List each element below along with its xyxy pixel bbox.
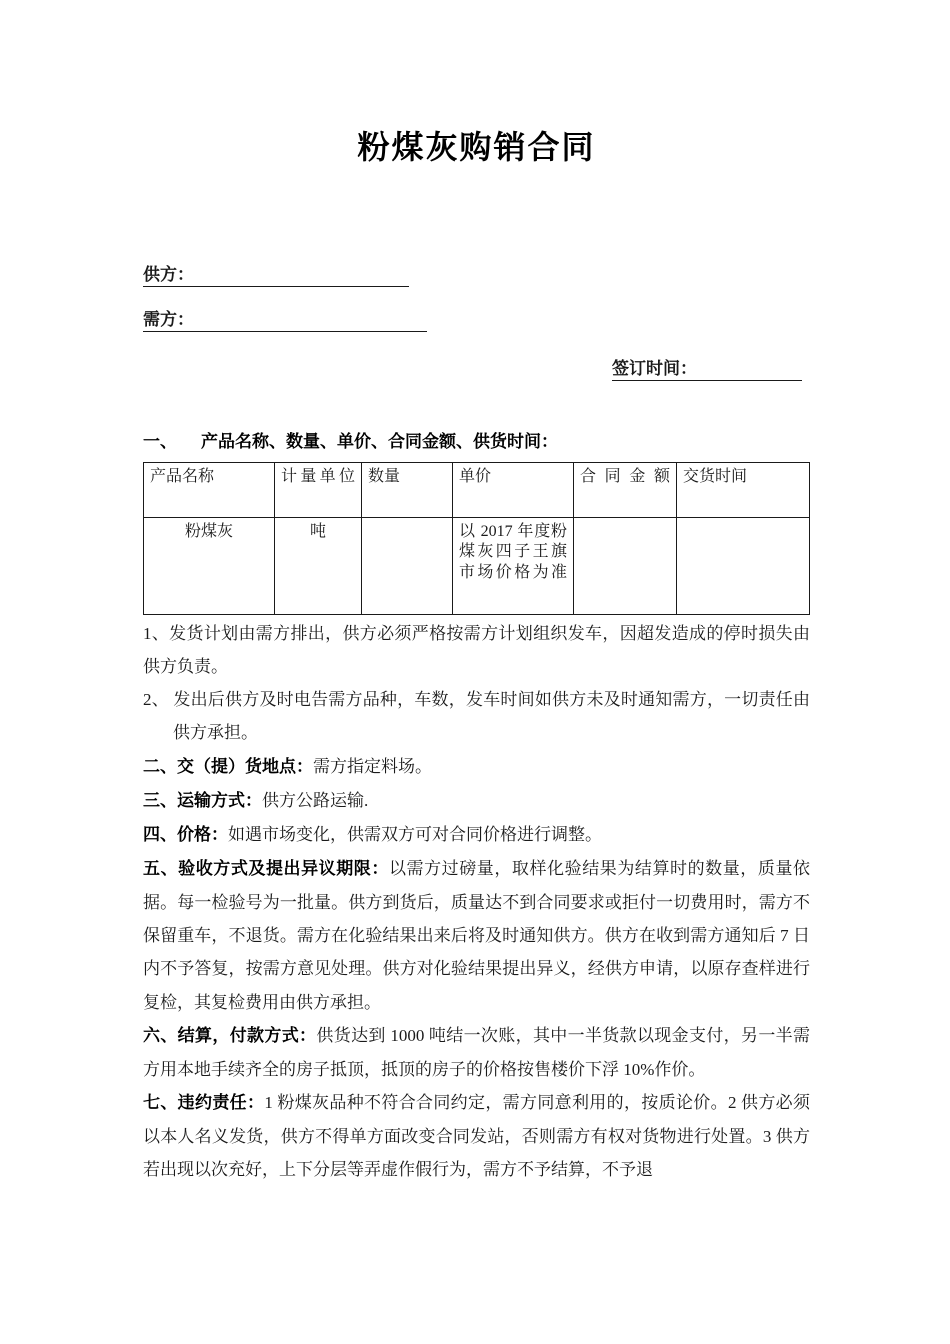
section-seven: [143, 1086, 810, 1186]
section-six: [143, 1019, 810, 1086]
section-six-label: 六、结算，付款方式：: [143, 1025, 317, 1046]
column-header-quantity: 数量: [362, 463, 453, 518]
section-one-heading: [143, 427, 810, 452]
table-row: [144, 518, 810, 615]
section-one-title: 产品名称、数量、单价、合同金额、供货时间：: [201, 432, 558, 452]
party-fields: [143, 260, 810, 381]
column-header-delivery-time: 交货时间: [677, 463, 810, 518]
delivery-clause-2: 2、 发出后供方及时电告需方品种，车数，发车时间如供方未及时通知需方，一切责任由供方承担。: [143, 690, 810, 743]
sign-date-input-blank[interactable]: [697, 361, 802, 381]
cell-quantity[interactable]: [362, 518, 453, 615]
section-four-body: 如遇市场变化，供需双方可对合同价格进行调整。: [228, 824, 602, 844]
cell-contract-amount[interactable]: [574, 518, 677, 615]
section-three-body: 供方公路运输.: [262, 790, 369, 810]
cell-product-name: 粉煤灰: [144, 518, 275, 615]
section-seven-body: 1 粉煤灰品种不符合合同约定，需方同意利用的，按质论价。2 供方必须以本人名义发货，供方不得单方面改变合同发站，否则需方有权对货物进行处置。3 供方若出现以次充好，上下分层等弄虚作假行为，需方不予结算，不予退: [143, 1092, 811, 1180]
table-header-row: [144, 463, 810, 518]
section-four-label: 四、价格：: [143, 824, 228, 845]
column-header-product-name: 产品名称: [144, 463, 275, 518]
section-one-number: 一、: [143, 432, 177, 452]
section-six-body: 供货达到 1000 吨结一次账，其中一半货款以现金支付，另一半需方用本地手续齐全的房子抵顶，抵顶的房子的价格按售楼价下浮 10%作价。: [143, 1025, 811, 1079]
sign-date-label: 签订时间：: [612, 354, 697, 381]
section-five-label: 五、验收方式及提出异议期限：: [143, 858, 389, 879]
buyer-label: 需方：: [143, 305, 194, 332]
cell-unit: 吨: [275, 518, 362, 615]
section-two-body: 需方指定料场。: [313, 756, 432, 776]
section-five: [143, 852, 810, 1019]
section-four: [143, 818, 810, 852]
supplier-field-row: [143, 260, 810, 287]
section-two-label: 二、交（提）货地点：: [143, 756, 313, 777]
section-five-body: 以需方过磅量，取样化验结果为结算时的数量，质量依据。每一检验号为一批量。供方到货后，质量达不到合同要求或拒付一切费用时，需方不保留重车，不退货。需方在化验结果出来后将及时通知供方。供方在收到需方通知后 7 日内不予答复，按需方意见处理。供方对化验结果提出异义，经供方申请，以原存查样进行复检，其复检费用由供方承担。: [143, 858, 811, 1012]
cell-delivery-time[interactable]: [677, 518, 810, 615]
supplier-label: 供方：: [143, 260, 194, 287]
product-table: [143, 462, 810, 615]
section-two: [143, 750, 810, 784]
sign-date-field-row: [143, 354, 810, 381]
column-header-contract-amount: 合同金额: [574, 463, 677, 518]
column-header-unit: 计量单位: [275, 463, 362, 518]
buyer-field-row: [143, 305, 810, 332]
supplier-input-blank[interactable]: [194, 267, 409, 287]
section-seven-label: 七、违约责任：: [143, 1092, 265, 1113]
section-three-label: 三、运输方式：: [143, 790, 262, 811]
column-header-unit-price: 单价: [453, 463, 574, 518]
delivery-clause-1: 1、发货计划由需方排出，供方必须严格按需方计划组织发车，因超发造成的停时损失由供方负责。: [143, 624, 810, 677]
page-title: 粉煤灰购销合同: [357, 128, 596, 166]
cell-unit-price: 以 2017 年度粉煤灰四子王旗市场价格为准: [453, 518, 574, 615]
document-content: [143, 0, 810, 1186]
buyer-input-blank[interactable]: [194, 312, 427, 332]
section-three: [143, 784, 810, 818]
